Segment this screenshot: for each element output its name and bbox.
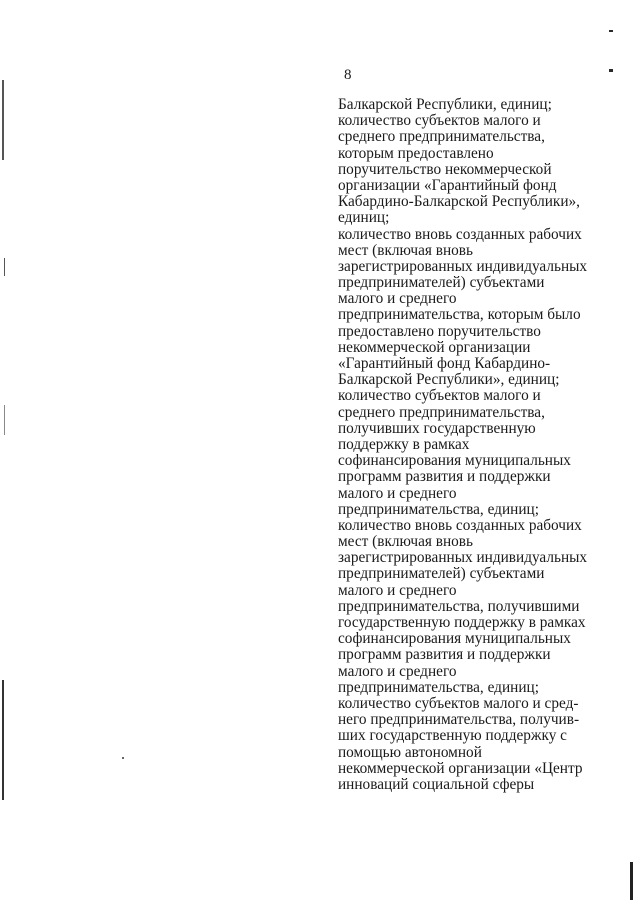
text-line: предпринимательства, единиц; [338, 500, 539, 518]
scan-artifact [4, 405, 5, 435]
text-line: «Гарантийный фонд Кабардино- [338, 355, 551, 372]
text-line: предпринимателей) субъектами [338, 565, 545, 583]
text-line: государственную поддержку в рамках [338, 614, 586, 631]
text-line: программ развития и поддержки [338, 468, 551, 486]
text-line: софинансирования муниципальных [338, 452, 571, 470]
text-line: малого и среднего [338, 484, 457, 502]
text-line: ших государственную поддержку с [338, 727, 567, 745]
text-line: предпринимательства, единиц; [338, 678, 539, 696]
text-line: мест (включая вновь [338, 533, 473, 551]
scan-artifact [609, 30, 613, 32]
scan-artifact [2, 680, 4, 800]
scan-artifact [122, 757, 124, 759]
text-line: поручительство некоммерческой [338, 160, 552, 178]
text-line: Кабардино-Балкарской Республики», [338, 193, 581, 211]
text-line: предпринимательства, которым было [338, 306, 581, 324]
scan-artifact [4, 258, 5, 276]
text-line: него предпринимательства, получив- [338, 711, 580, 729]
text-line: мест (включая вновь [338, 241, 473, 259]
text-line: инноваций социальной сферы [338, 775, 535, 793]
text-line: организации «Гарантийный фонд [338, 176, 557, 194]
text-line: количество вновь созданных рабочих [338, 516, 582, 534]
text-line: Балкарской Республики, единиц; [338, 96, 552, 113]
text-line: программ развития и поддержки [338, 646, 551, 664]
scan-artifact [630, 862, 633, 900]
page-number: 8 [344, 67, 352, 83]
text-line: которым предоставлено [338, 144, 494, 162]
text-line: поддержку в рамках [338, 435, 470, 453]
text-line: среднего предпринимательства, [338, 403, 545, 421]
text-line: зарегистрированных индивидуальных [338, 257, 588, 275]
text-line: малого и среднего [338, 662, 457, 680]
text-line: единиц; [338, 209, 390, 227]
text-line: количество вновь созданных рабочих [338, 225, 582, 243]
text-line: среднего предпринимательства, [338, 128, 545, 146]
scan-artifact [2, 80, 4, 160]
text-line: помощью автономной [338, 743, 482, 761]
text-line: малого и среднего [338, 290, 457, 308]
text-line: софинансирования муниципальных [338, 630, 571, 648]
scan-artifact [609, 69, 613, 72]
text-line: получивших государственную [338, 419, 536, 437]
text-line: некоммерческой организации [338, 338, 531, 356]
text-line: предпринимателей) субъектами [338, 274, 545, 292]
text-line: некоммерческой организации «Центр [338, 759, 583, 777]
text-line: предпринимательства, получившими [338, 597, 580, 615]
text-line: зарегистрированных индивидуальных [338, 549, 588, 567]
text-line: Балкарской Республики», единиц; [338, 371, 560, 389]
text-line: количество субъектов малого и [338, 112, 541, 130]
text-line: количество субъектов малого и [338, 387, 541, 405]
text-line: предоставлено поручительство [338, 322, 541, 340]
text-line: малого и среднего [338, 581, 457, 599]
document-text [338, 97, 628, 793]
text-line: количество субъектов малого и сред- [338, 694, 579, 712]
